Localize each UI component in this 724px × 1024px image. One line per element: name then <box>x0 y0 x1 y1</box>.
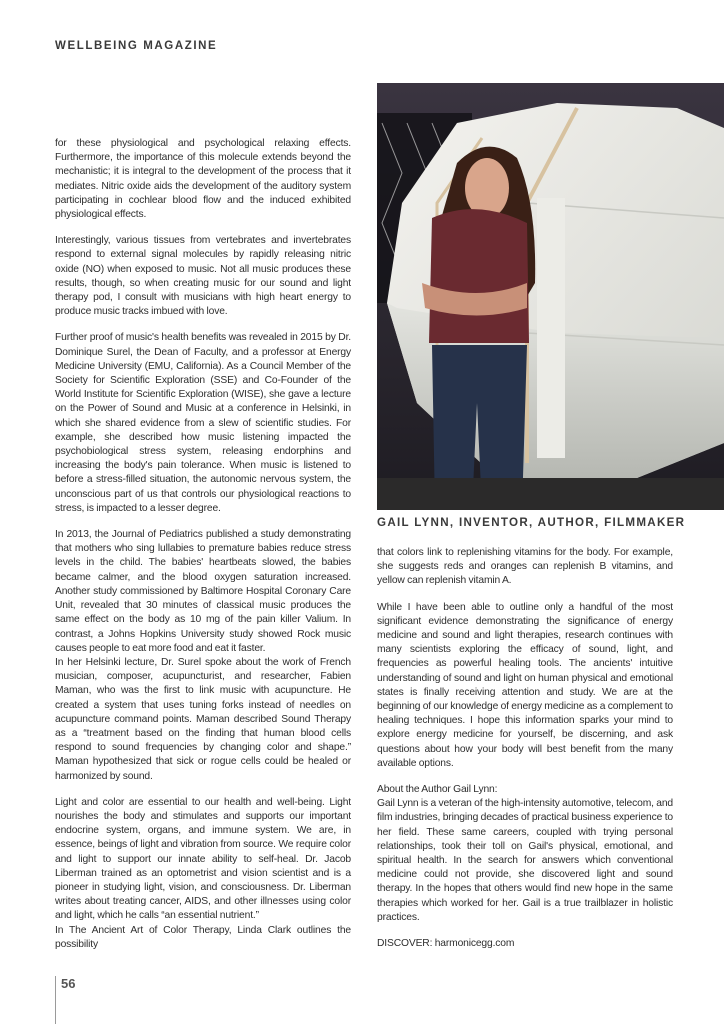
paragraph: While I have been able to outline only a handful of the most significant evidence demonstrating the significance of energy medicine and sound and light therapies, research continues with many scientists exploring the efficacy of sound, light, and frequencies as powerful healing tools. The ancients' intuitive understanding of sound and light on human physical and emotional states is finally receiving attention and study. We are at the beginning of our knowledge of energy medicine as a complement to healing techniques. I hope this information sparks your mind to explore energy medicine for yourself, be discerning, and ask questions about how your body will best benefit from the many available options. <box>377 601 673 769</box>
discover-link[interactable]: DISCOVER: harmonicegg.com <box>377 938 515 950</box>
paragraph: In The Ancient Art of Color Therapy, Linda Clark outlines the possibility <box>55 924 351 950</box>
photo-illustration <box>377 83 724 510</box>
paragraph: In 2013, the Journal of Pediatrics published a study demonstrating that mothers who sing lullabies to premature babies reduce stress levels in the child. The babies' heartbeats slowed, the babies became calmer, and the blood oxygen saturation increased. Another study commissioned by Baltimore Hospital Coronary Care Unit, revealed that 30 minutes of classical music produces the same effect on the body as 10 mg of the pain killer Valium. In contrast, a Johns Hopkins University study showed Rock music causes people to eat more food and eat it faster. <box>55 529 351 654</box>
publication-header: WELLBEING MAGAZINE <box>55 40 218 52</box>
author-bio: Gail Lynn is a veteran of the high-intensity automotive, telecom, and film industries, bringing decades of practical business experience to her field. These same careers, coupled with trying personal relationships, took their toll on Gail's physical, emotional, and spiritual health. In the search for answers which conventional medicine could not provide, she discovered light and sound therapy. In the hopes that others would find new hope in the same therapies which worked for her. Gail is a true trailblazer in holistic practices. <box>377 798 673 923</box>
page-number-rule <box>55 976 56 1024</box>
face <box>465 158 509 218</box>
shirt <box>429 209 529 343</box>
paragraph: Interestingly, various tissues from vertebrates and invertebrates respond to external signal molecules by rapidly releasing nitric oxide (NO) when exposed to music. Not all music produces these results, though, so when creating music for our sound and light therapy pod, I consult with musicians with high heart energy to produce music tracks imbued with love. <box>55 235 351 318</box>
paragraph: Light and color are essential to our health and well-being. Light nourishes the body and stimulates and supports our important endocrine system, organs, and immune system. We are, in essence, beings of light and vibration from source. We require color and light to support our innate ability to self-heal. Dr. Jacob Liberman trained as an optometrist and vision scientist and is a pioneer in studying light, vision, and consciousness. Dr. Liberman writes about treating cancer, AIDS, and other illnesses using color and light, which he calls “an essential nutrient.” <box>55 796 351 922</box>
page-number: 56 <box>61 976 76 991</box>
paragraph: for these physiological and psychological relaxing effects. Furthermore, the importance of this molecule extends beyond the mechanistic; it is integral to the development of the process that it mediates. Nitric oxide aids the development of the auditory system participating in cochlear blood flow and the induced exhibited physiological effects. <box>55 138 351 221</box>
floor <box>377 478 724 510</box>
left-column <box>55 137 351 952</box>
right-column <box>377 546 673 951</box>
photo-caption: GAIL LYNN, INVENTOR, AUTHOR, FILMMAKER <box>377 516 686 529</box>
paragraph: In her Helsinki lecture, Dr. Surel spoke about the work of French musician, composer, acupuncturist, and researcher, Fabien Maman, who was the first to link music with acupuncture. He created a system that uses tuning forks instead of needles on acupuncture command points. Maman described Sound Therapy as a “treatment based on the finding that human blood cells respond to sound frequencies by changing color and shape.” Maman hypothesized that sick or rogue cells could be healed or harmonized by sound. <box>55 656 351 782</box>
author-photo <box>377 83 724 510</box>
paragraph: Further proof of music's health benefits was revealed in 2015 by Dr. Dominique Surel, the Dean of Faculty, and a professor at Energy Medicine University (EMU, California). As a Council Member of the Society for Scientific Exploration (SSE) and Co-Founder of the World Institute for Scientific Exploration (WISE), she gave a lecture on the Power of Sound and Music at a conference in Helsinki, in which she shared evidence from a slew of scientific studies. For example, she described how music listening impacted the psychobiological stress system, releasing endorphins and increasing the body's pain tolerance. When music is listened to before a stress-filled situation, the autonomic nervous system, the unconscious part of us that controls our physiological reactions to stress, is impacted to a lesser degree. <box>55 332 351 514</box>
author-bio-heading: About the Author Gail Lynn: <box>377 784 498 796</box>
paragraph: that colors link to replenishing vitamins for the body. For example, she suggests reds and oranges can replenish B vitamins, and yellow can replenish vitamin A. <box>377 547 673 587</box>
pod-door-panel <box>537 198 565 458</box>
